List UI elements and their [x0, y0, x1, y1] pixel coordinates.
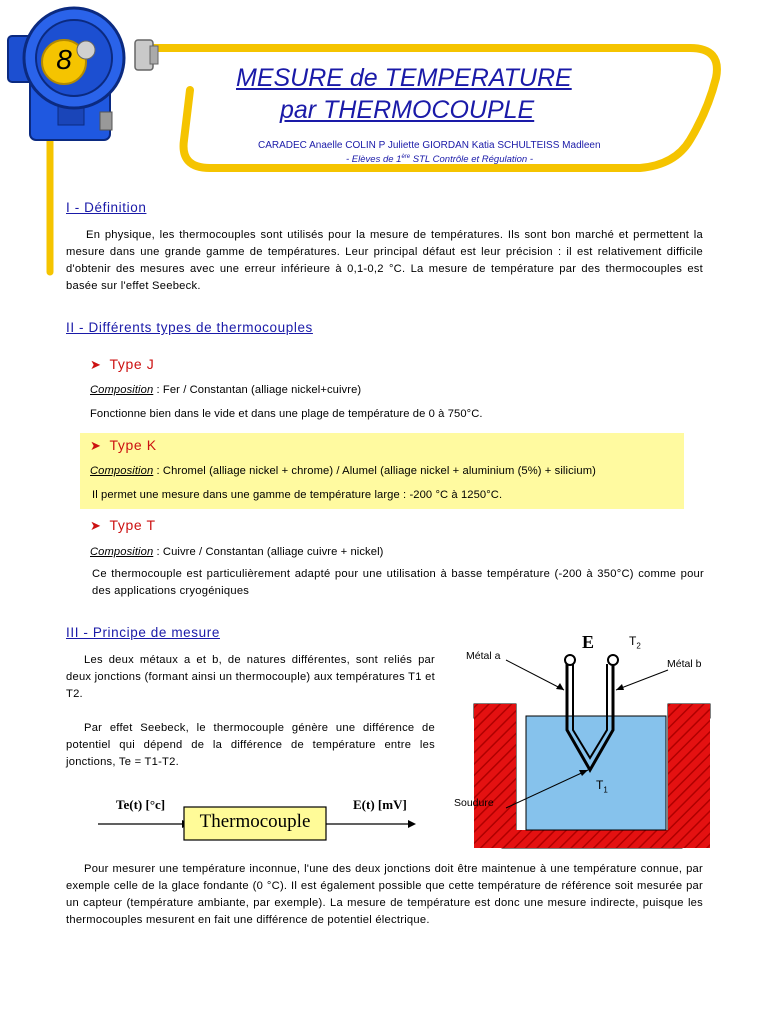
section1-heading: I - Définition: [66, 200, 147, 215]
figure-label-metal-b: Métal b: [667, 658, 702, 670]
section3-paragraph3: Pour mesurer une température inconnue, l'une des deux jonctions doit être maintenue à une température connue, par exemple celle de la glace fondante (0 °C). Il est également possible que cette température de référence soit mesurée par un capteur (température ambiante, par exemple). La mesure de température est donc une mesure indirecte, puisque les thermocouples mesurent en fait une différence de potentiel électrique.: [66, 863, 703, 926]
block-box-label: Thermocouple: [199, 811, 311, 832]
figure-label-soudure: Soudure: [454, 797, 494, 809]
type-k-heading: ➤ Type K: [90, 437, 157, 453]
section1-paragraph: En physique, les thermocouples sont utilisés pour la mesure de températures. Ils sont bon marché et permettent la mesure dans une grande gamme de températures. Leur principal défaut est leur précision : il est relativement difficile d'obtenir des mesures avec une erreur inférieure à 0,1-0,2 °C. La mesure de température par des thermocouples est basée sur l'effet Seebeck.: [66, 229, 703, 292]
type-t-composition: Composition : Cuivre / Constantan (alliage cuivre + nickel): [90, 546, 384, 558]
section2-heading: II - Différents types de thermocouples: [66, 320, 313, 335]
type-t-heading: ➤ Type T: [90, 517, 156, 533]
section-number-badge: 8: [56, 44, 72, 75]
figure-label-T2: $T_2$: [629, 634, 641, 651]
type-j-composition: Composition : Fer / Constantan (alliage nickel+cuivre): [90, 384, 362, 396]
section3-paragraph2: Par effet Seebeck, le thermocouple génère une différence de potentiel qui dépend de la différence de température entre les jonctions, Te = T1-T2.: [66, 722, 435, 768]
type-j-description: Fonctionne bien dans le vide et dans une plage de température de 0 à 750°C.: [90, 408, 483, 420]
transmitter-device-icon: [8, 8, 158, 140]
section3-heading: III - Principe de mesure: [66, 625, 220, 640]
page-title-line1: MESURE de TEMPERATURE: [236, 64, 572, 92]
figure-label-T1: $T_1$: [596, 778, 608, 795]
subtitle: - Elèves de 1ère STL Contrôle et Régulation -: [346, 154, 533, 166]
authors: CARADEC Anaelle COLIN P Juliette GIORDAN Katia SCHULTEISS Madleen: [258, 140, 601, 151]
arrow-bullet-icon: ➤: [90, 438, 102, 453]
figure-label-metal-a: Métal a: [466, 650, 501, 662]
block-output-label: E(t) [mV]: [353, 797, 407, 812]
type-k-description: Il permet une mesure dans une gamme de température large : -200 °C à 1250°C.: [92, 489, 503, 501]
type-k-composition: Composition : Chromel (alliage nickel + chrome) / Alumel (alliage nickel + aluminium (5%) + silicium): [90, 465, 596, 477]
type-j-heading: ➤ Type J: [90, 356, 155, 372]
arrow-bullet-icon: ➤: [90, 357, 102, 372]
page-title-line2: par THERMOCOUPLE: [280, 96, 535, 124]
figure-label-E: E: [582, 632, 595, 652]
arrow-bullet-icon: ➤: [90, 518, 102, 533]
block-input-label: Te(t) [°c]: [116, 797, 166, 812]
type-t-description: Ce thermocouple est particulièrement adapté pour une utilisation à basse température (-200 à 350°C) comme pour des applications cryogéniques: [92, 568, 704, 597]
section3-paragraph1: Les deux métaux a et b, de natures différentes, sont reliés par deux jonctions (formant ainsi un thermocouple) aux températures T1 et T2.: [66, 654, 435, 700]
